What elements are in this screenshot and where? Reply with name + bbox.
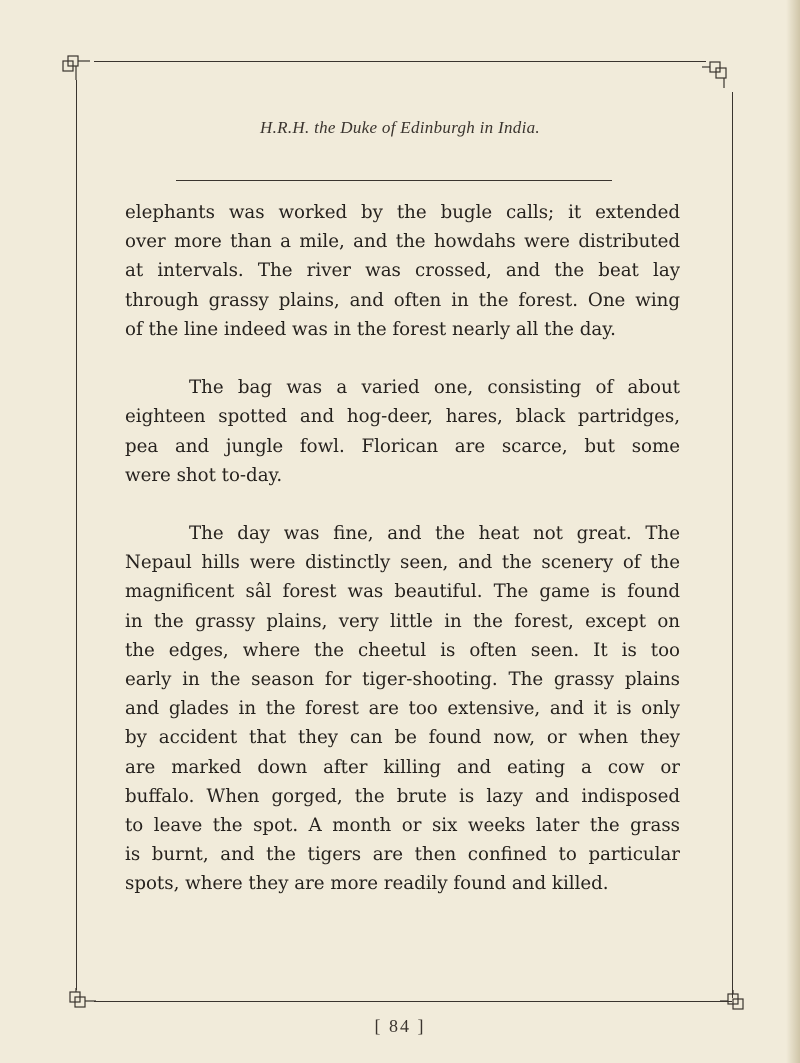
frame-top-rule: [94, 61, 706, 62]
paragraph: [125, 198, 680, 344]
text-line: spots, where they are more readily found and killed.: [125, 873, 609, 895]
running-head: H.R.H. the Duke of Edinburgh in India.: [260, 118, 540, 137]
body-text: [125, 198, 680, 899]
text-line: early in the season for tiger-shooting. The grassy plains: [125, 669, 680, 690]
text-line: of the line indeed was in the forest nearly all the day.: [125, 318, 616, 340]
frame-corner-ornament-icon: [66, 988, 96, 1018]
text-line: is burnt, and the tigers are then confined to particular: [125, 844, 680, 866]
paragraph: [125, 519, 680, 898]
text-line: pea and jungle fowl. Florican are scarce, but some: [125, 435, 680, 457]
frame-bottom-rule: [94, 1001, 732, 1002]
text-line: at intervals. The river was crossed, and the beat lay: [125, 260, 680, 282]
frame-corner-ornament-icon: [60, 52, 90, 82]
text-line: were shot to-day.: [125, 464, 283, 486]
page-number: [ 84 ]: [374, 1016, 426, 1036]
text-line: by accident that they can be found now, or when they: [125, 727, 680, 749]
text-line: magnificent sâl forest was beautiful. The game is found: [125, 581, 680, 603]
text-line: the edges, where the cheetul is often seen. It is too: [125, 639, 680, 661]
text-line: eighteen spotted and hog-deer, hares, black partridges,: [125, 406, 680, 428]
frame-right-rule: [732, 92, 733, 998]
text-line: The bag was a varied one, consisting of about: [189, 377, 680, 399]
text-line: in the grassy plains, very little in the forest, except on: [125, 610, 680, 632]
text-line: buffalo. When gorged, the brute is lazy and indisposed: [125, 785, 680, 807]
text-line: and glades in the forest are too extensive, and it is only: [125, 698, 680, 720]
text-line: through grassy plains, and often in the forest. One wing: [125, 289, 680, 311]
paragraph-gap: [125, 344, 680, 373]
paragraph: [125, 373, 680, 490]
page-edge-shadow: [786, 0, 800, 1063]
frame-corner-ornament-icon: [702, 58, 732, 88]
paragraph-gap: [125, 490, 680, 519]
text-line: to leave the spot. A month or six weeks later the grass: [125, 814, 680, 836]
text-line: Nepaul hills were distinctly seen, and the scenery of the: [125, 552, 680, 574]
text-line: elephants was worked by the bugle calls; it extended: [125, 202, 680, 223]
text-line: The day was fine, and the heat not great. The: [189, 523, 680, 545]
frame-left-rule: [76, 80, 77, 990]
text-line: are marked down after killing and eating a cow or: [125, 756, 680, 778]
text-line: over more than a mile, and the howdahs were distributed: [125, 231, 680, 253]
running-head-rule: [176, 180, 612, 181]
